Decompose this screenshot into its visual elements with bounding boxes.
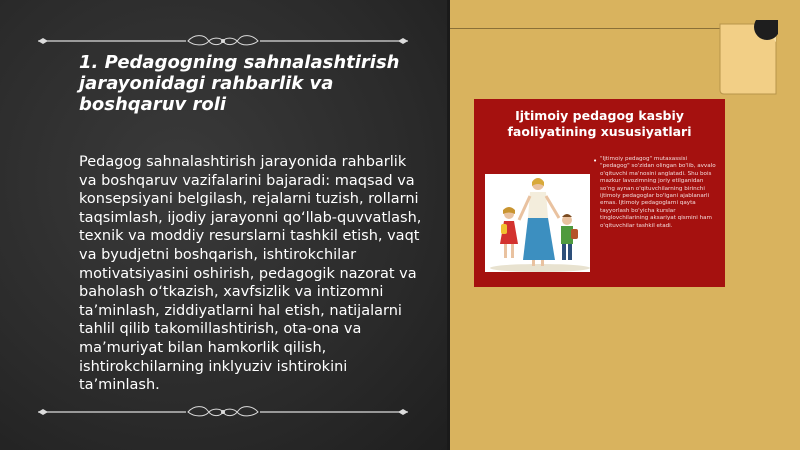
card-title-line-2: faoliyatining xususiyatlari xyxy=(507,124,692,139)
embedded-slide-card xyxy=(474,99,725,287)
top-ornament-icon xyxy=(36,34,410,48)
bottom-ornament-icon xyxy=(36,405,410,419)
card-bullet-text: "Ijtimoiy pedagog" mutaxassisi "pedagog" so'zidan olingan bo'lib, avvalo o'qituvchi ma'nosini anglatadi. Shu bois mazkur lavozimning joriy etilganidan so'ng aynan o'qituvchilarning birinchi ijtimoiy pedagoglar bo'lgani ajablanarli emas. Ijtimoiy pedagoglarni qayta tayyorlash bo'yicha kurslar tinglovchilarining aksariyat qismini ham o'qituvchilar tashkil etadi. xyxy=(600,156,716,229)
card-title xyxy=(474,108,725,140)
slide-title: 1. Pedagogning sahnalashtirish jarayonidagi rahbarlik va boshqaruv roli xyxy=(79,52,400,115)
slide-body-text: Pedagog sahnalashtirish jarayonida rahbarlik va boshqaruv vazifalarini bajaradi: maqsad va konsepsiyani belgilash, rejalarni tuzish, rollarni taqsimlash, ijodiy jarayonni qo‘llab-quvvatlash, texnik va moddiy resurslarni tashkil etish, vaqt va byudjetni boshqarish, ishtirokchilar motivatsiyasini oshirish, pedagogik nazorat va baholash o‘tkazish, xavfsizlik va intizomni ta’minlash, ziddiyatlarni hal etish, natijalarni tahlil qilib takomillashtirish, ota-ona va ma’muriyat bilan hamkorlik qilish, ishtirokchilarning inklyuziv ishtirokini ta’minlash. xyxy=(79,154,422,394)
bullet-dot-icon: • xyxy=(593,157,598,165)
teacher-with-children-illustration-icon xyxy=(485,174,590,272)
page-curl-icon xyxy=(718,20,778,96)
card-title-line-1: Ijtimoiy pedagog kasbiy xyxy=(515,108,684,123)
